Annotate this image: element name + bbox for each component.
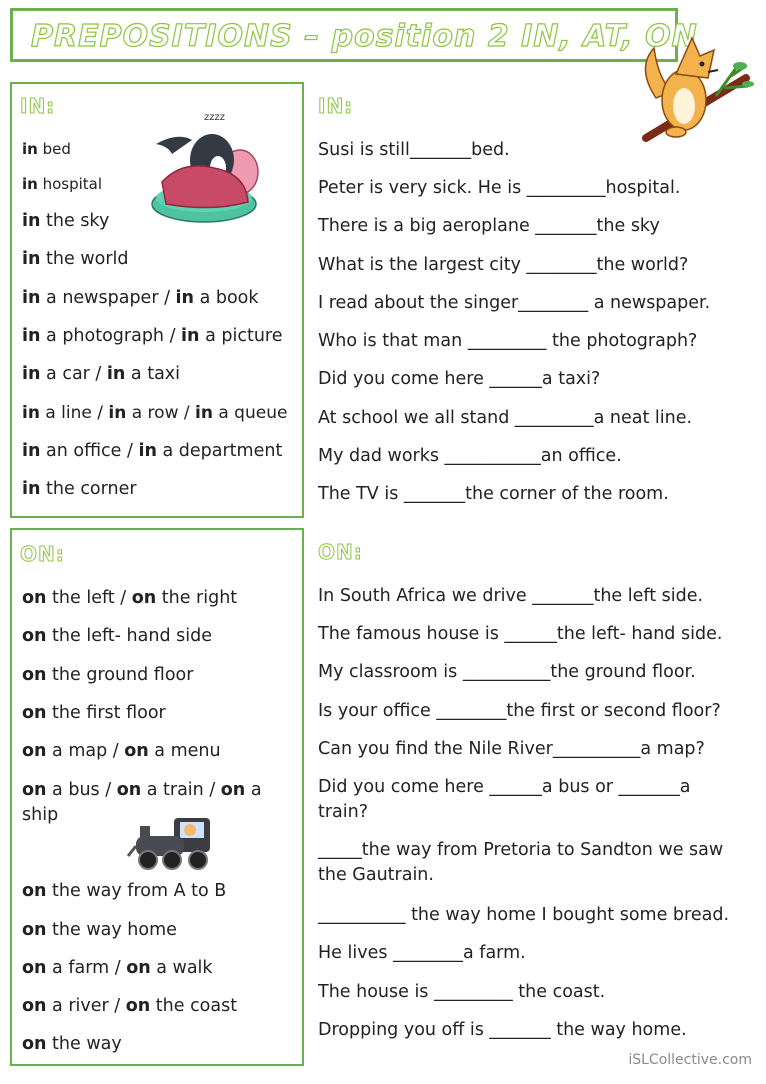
- watermark: iSLCollective.com: [628, 1052, 752, 1068]
- on-right-heading: ON:: [318, 540, 363, 564]
- on-phrase-3: on the ground floor: [22, 665, 194, 685]
- in-exercise-5: I read about the singer________ a newspaper.: [318, 293, 711, 313]
- on-exercise-6: Did you come here ______a bus or _______a train?: [318, 777, 691, 822]
- in-exercise-1: Susi is still_______bed.: [318, 140, 510, 160]
- in-exercise-8: At school we all stand _________a neat line.: [318, 408, 693, 428]
- on-exercise-4: Is your office ________the first or second floor?: [318, 701, 721, 721]
- in-phrase-4: in the world: [22, 249, 129, 269]
- on-exercise-2: The famous house is ______the left- hand side.: [318, 624, 723, 644]
- page-title: PREPOSITIONS – position 2 IN, AT, ON: [31, 19, 698, 54]
- on-phrase-11: on the way: [22, 1034, 122, 1054]
- on-exercise-9: He lives ________a farm.: [318, 943, 526, 963]
- title-box: [10, 8, 698, 62]
- on-phrase-6: on a bus / on a train / on a ship: [22, 780, 262, 825]
- in-phrase-5: in a newspaper / in a book: [22, 288, 259, 308]
- train-illustration: [124, 814, 234, 874]
- whale-in-bed-illustration: [142, 108, 272, 228]
- in-right-heading: IN:: [318, 94, 354, 118]
- on-left-heading: ON:: [20, 542, 65, 566]
- in-phrase-8: in a line / in a row / in a queue: [22, 403, 288, 423]
- in-phrase-9: in an office / in a department: [22, 441, 283, 461]
- in-exercise-10: The TV is _______the corner of the room.: [318, 484, 669, 504]
- on-phrase-7: on the way from A to B: [22, 881, 227, 901]
- on-phrase-10: on a river / on the coast: [22, 996, 238, 1016]
- on-phrase-8: on the way home: [22, 920, 177, 940]
- on-phrase-5: on a map / on a menu: [22, 741, 221, 761]
- in-left-heading: IN:: [20, 94, 56, 118]
- fox-illustration: [636, 28, 754, 148]
- on-exercise-7: _____the way from Pretoria to Sandton we saw the Gautrain.: [318, 840, 724, 885]
- on-phrase-1: on the left / on the right: [22, 588, 238, 608]
- in-exercise-7: Did you come here ______a taxi?: [318, 369, 601, 389]
- in-phrases-panel: [10, 82, 304, 518]
- on-exercise-8: __________ the way home I bought some bread.: [318, 905, 730, 925]
- in-phrase-1: in bed: [22, 140, 71, 158]
- in-phrase-6: in a photograph / in a picture: [22, 326, 283, 346]
- in-phrase-2: in hospital: [22, 175, 103, 193]
- on-exercise-5: Can you find the Nile River__________a map?: [318, 739, 705, 759]
- svg-text:zzzz: zzzz: [204, 112, 225, 123]
- in-phrase-3: in the sky: [22, 211, 110, 231]
- in-phrase-10: in the corner: [22, 479, 137, 499]
- in-exercise-3: There is a big aeroplane _______the sky: [318, 216, 660, 236]
- on-phrases-panel: [10, 528, 304, 1066]
- on-exercise-1: In South Africa we drive _______the left side.: [318, 586, 704, 606]
- on-phrase-4: on the first floor: [22, 703, 166, 723]
- in-exercise-4: What is the largest city ________the world?: [318, 255, 689, 275]
- in-exercise-6: Who is that man _________ the photograph?: [318, 331, 698, 351]
- in-exercise-2: Peter is very sick. He is _________hospital.: [318, 178, 681, 198]
- on-phrase-2: on the left- hand side: [22, 626, 212, 646]
- on-phrase-9: on a farm / on a walk: [22, 958, 213, 978]
- in-exercise-9: My dad works ___________an office.: [318, 446, 622, 466]
- in-phrase-7: in a car / in a taxi: [22, 364, 181, 384]
- on-exercise-11: Dropping you off is _______ the way home.: [318, 1020, 687, 1040]
- on-exercise-3: My classroom is __________the ground floor.: [318, 662, 696, 682]
- on-exercise-10: The house is _________ the coast.: [318, 982, 606, 1002]
